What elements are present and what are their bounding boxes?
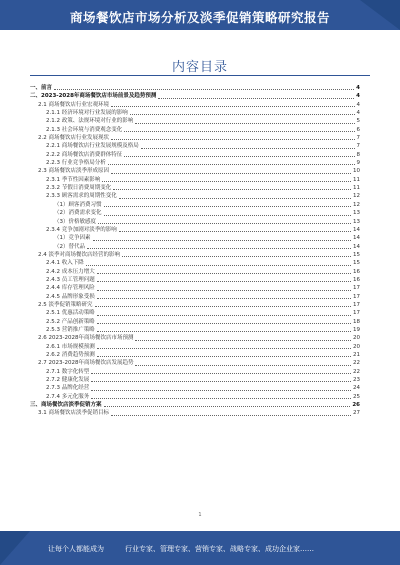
toc-entry[interactable] — [30, 401, 360, 409]
toc-entry[interactable] — [30, 268, 360, 276]
toc-entry[interactable] — [30, 409, 360, 417]
toc-leader-dots — [54, 89, 354, 90]
toc-entry-label: 2.6.2 消费趋势预测 — [46, 352, 95, 358]
toc-entry-page: 17 — [353, 310, 360, 317]
toc-entry[interactable] — [30, 243, 360, 251]
toc-entry-label: （2）消费需求变化 — [54, 210, 102, 217]
toc-entry-label: 2.5.1 优惠活动策略 — [46, 310, 95, 317]
toc-leader-dots — [95, 306, 352, 307]
toc-leader-dots — [98, 223, 351, 224]
footer-tagline: 行业专家、管理专家、营销专家、战略专家、成功企业家…… — [125, 545, 314, 553]
toc-entry-label: （1）顾客消费习惯 — [54, 201, 102, 208]
toc-entry-page: 16 — [353, 268, 360, 275]
toc-leader-dots — [97, 290, 351, 291]
toc-entry-label: 2.1.2 政策、法规环境对行业的影响 — [46, 118, 134, 125]
toc-entry-page: 14 — [353, 235, 360, 242]
toc-entry-label: 2.7.1 数字化转型 — [46, 368, 90, 375]
toc-leader-dots — [91, 373, 351, 374]
toc-entry[interactable] — [30, 218, 360, 226]
toc-entry-page: 4 — [356, 110, 360, 117]
toc-entry[interactable] — [30, 117, 360, 125]
toc-entry-label: 2.1 商场餐饮店行业宏观环境 — [38, 101, 109, 108]
toc-leader-dots — [104, 206, 352, 207]
toc-entry-page: 16 — [353, 276, 360, 283]
toc-entry-page: 12 — [353, 201, 360, 208]
toc-entry[interactable] — [30, 151, 360, 159]
toc-entry[interactable] — [30, 368, 360, 376]
toc-entry[interactable] — [30, 159, 360, 167]
toc-entry-page: 9 — [356, 160, 360, 167]
toc-leader-dots — [97, 331, 351, 332]
toc-entry-label: （3）价格敏感度 — [54, 218, 96, 225]
toc-entry[interactable] — [30, 259, 360, 267]
toc-leader-dots — [104, 406, 351, 407]
table-of-contents — [30, 84, 360, 418]
toc-entry[interactable] — [30, 251, 360, 259]
report-title: 商场餐饮店市场分析及淡季促销策略研究报告 — [69, 10, 330, 25]
toc-leader-dots — [135, 365, 351, 366]
toc-leader-dots — [122, 256, 351, 257]
toc-entry[interactable] — [30, 92, 360, 100]
toc-entry-page: 4 — [356, 93, 360, 100]
toc-entry-label: 2.3.2 节假日消费周期变化 — [46, 185, 112, 192]
toc-entry[interactable] — [30, 326, 360, 334]
toc-leader-dots — [86, 265, 351, 266]
toc-entry-label: 3.1 商场餐饮店淡季促销目标 — [38, 410, 109, 417]
toc-leader-dots — [135, 123, 354, 124]
toc-leader-dots — [102, 181, 351, 182]
footer-slogan: 让每个人都能成为 — [48, 545, 104, 553]
toc-entry-page: 20 — [353, 343, 360, 350]
toc-entry[interactable] — [30, 126, 360, 134]
toc-entry-page: 18 — [353, 318, 360, 325]
toc-entry-label: 2.5.2 产品创新策略 — [46, 318, 95, 325]
toc-entry[interactable] — [30, 343, 360, 351]
toc-entry-page: 5 — [356, 118, 360, 125]
toc-entry-page: 11 — [353, 176, 360, 183]
toc-leader-dots — [141, 148, 355, 149]
toc-entry[interactable] — [30, 176, 360, 184]
toc-entry-page: 26 — [352, 402, 360, 409]
toc-entry-label: 2.1.3 社会环境与消费观念变化 — [46, 126, 123, 133]
toc-entry-label: 2.3 商场餐饮店淡季形成原因 — [38, 168, 109, 175]
toc-leader-dots — [113, 189, 351, 190]
toc-entry-label: 2.7.2 健康化发展 — [46, 377, 90, 384]
toc-entry-page: 4 — [356, 101, 360, 108]
toc-entry-label: 2.4 淡季对商场餐饮店经营的影响 — [38, 251, 120, 258]
toc-entry[interactable] — [30, 384, 360, 392]
toc-entry-label: 2.2.3 行业竞争格局分析 — [46, 160, 106, 167]
toc-leader-dots — [124, 131, 354, 132]
toc-entry-page: 21 — [353, 352, 360, 358]
toc-entry-label: （1）竞争因素 — [54, 235, 91, 242]
footer-banner — [0, 531, 400, 565]
toc-entry-page: 14 — [353, 243, 360, 250]
toc-entry-label: 2.7.3 品牌化经营 — [46, 385, 90, 392]
toc-leader-dots — [91, 390, 351, 391]
toc-entry-label: 2.7 2023-2028年商场餐饮店发展趋势 — [38, 360, 134, 367]
toc-entry[interactable] — [30, 276, 360, 284]
toc-entry[interactable] — [30, 284, 360, 292]
header-banner — [0, 0, 400, 30]
toc-leader-dots — [130, 114, 355, 115]
toc-entry[interactable] — [30, 226, 360, 234]
toc-entry-label: 2.3.1 季节性因素影响 — [46, 176, 101, 183]
toc-entry-page: 17 — [353, 293, 360, 300]
toc-leader-dots — [97, 348, 351, 349]
toc-entry-page: 11 — [353, 185, 360, 192]
toc-entry[interactable] — [30, 192, 360, 200]
toc-entry[interactable] — [30, 134, 360, 142]
toc-leader-dots — [93, 240, 352, 241]
toc-leader-dots — [91, 398, 351, 399]
toc-entry[interactable] — [30, 142, 360, 150]
toc-leader-dots — [111, 106, 355, 107]
toc-entry-label: 2.2 商场餐饮店行业发展现状 — [38, 135, 109, 142]
toc-entry-label: 一、前言 — [30, 85, 53, 91]
toc-leader-dots — [158, 98, 354, 99]
toc-entry[interactable] — [30, 234, 360, 242]
toc-leader-dots — [124, 156, 354, 157]
toc-entry[interactable] — [30, 101, 360, 109]
toc-entry-page: 27 — [353, 410, 360, 417]
toc-entry-label: 2.4.5 品牌形象受损 — [46, 293, 95, 300]
toc-entry-label: 2.2.1 商场餐饮店行业发展规模及格局 — [46, 143, 139, 150]
toc-entry-page: 15 — [353, 251, 360, 258]
toc-entry[interactable] — [30, 309, 360, 317]
toc-entry-page: 7 — [356, 143, 360, 150]
toc-entry-label: 2.4.2 成本压力增大 — [46, 268, 95, 275]
toc-leader-dots — [119, 198, 351, 199]
toc-leader-dots — [91, 381, 351, 382]
toc-leader-dots — [119, 231, 351, 232]
toc-leader-dots — [97, 323, 351, 324]
toc-entry-label: 2.4.1 收入下降 — [46, 260, 84, 267]
toc-entry[interactable] — [30, 301, 360, 309]
toc-leader-dots — [135, 340, 351, 341]
toc-entry-page: 6 — [356, 126, 360, 133]
toc-entry[interactable] — [30, 209, 360, 217]
toc-entry-page: 13 — [353, 218, 360, 225]
toc-entry-page: 10 — [353, 168, 360, 175]
toc-leader-dots — [97, 356, 351, 357]
toc-leader-dots — [97, 298, 351, 299]
toc-entry[interactable] — [30, 359, 360, 367]
toc-entry-page: 4 — [356, 85, 360, 91]
toc-entry[interactable] — [30, 376, 360, 384]
toc-entry[interactable] — [30, 318, 360, 326]
toc-entry-page: 7 — [356, 135, 360, 142]
toc-entry-page: 22 — [353, 360, 360, 367]
toc-entry-page: 13 — [353, 210, 360, 217]
toc-entry-page: 17 — [353, 285, 360, 292]
toc-entry-label: 2.7.4 多元化服务 — [46, 393, 90, 400]
toc-entry-label: 2.3.4 竞争加剧对淡季的影响 — [46, 226, 117, 233]
toc-entry-page: 24 — [353, 385, 360, 392]
toc-entry-label: 二、2023-2028年商场餐饮店市场前景及趋势预测 — [30, 93, 157, 100]
toc-entry-label: 2.1.1 经济环境对行业发展的影响 — [46, 110, 128, 117]
toc-entry-label: 2.4.4 库存管理风险 — [46, 285, 95, 292]
toc-entry-page: 14 — [353, 226, 360, 233]
toc-entry[interactable] — [30, 351, 360, 359]
toc-entry-page: 12 — [353, 193, 360, 200]
toc-leader-dots — [104, 215, 352, 216]
toc-leader-dots — [111, 139, 355, 140]
toc-entry-page: 22 — [353, 368, 360, 375]
toc-leader-dots — [97, 273, 351, 274]
toc-entry[interactable] — [30, 334, 360, 342]
toc-entry[interactable] — [30, 84, 360, 92]
toc-leader-dots — [97, 315, 351, 316]
toc-entry-page: 20 — [353, 335, 360, 342]
toc-leader-dots — [108, 164, 355, 165]
toc-entry[interactable] — [30, 201, 360, 209]
toc-divider — [30, 75, 370, 76]
toc-heading: 内容目录 — [171, 60, 228, 75]
toc-entry-label: 2.3.3 顾客需求的周期性变化 — [46, 193, 117, 200]
toc-entry-page: 15 — [353, 260, 360, 267]
toc-entry[interactable] — [30, 184, 360, 192]
toc-entry-page: 23 — [353, 377, 360, 384]
toc-entry[interactable] — [30, 167, 360, 175]
toc-leader-dots — [87, 248, 351, 249]
toc-entry-label: 2.6.1 市场规模预测 — [46, 343, 95, 350]
toc-entry[interactable] — [30, 109, 360, 117]
toc-entry-label: 2.6 2023-2028年商场餐饮店市场预测 — [38, 335, 134, 342]
toc-entry-page: 19 — [353, 326, 360, 333]
toc-entry[interactable] — [30, 293, 360, 301]
toc-leader-dots — [111, 415, 351, 416]
toc-entry-page: 8 — [356, 151, 360, 158]
toc-leader-dots — [111, 173, 351, 174]
toc-entry-label: 2.5.3 营销推广策略 — [46, 326, 95, 333]
page-number: 1 — [198, 512, 202, 518]
toc-entry[interactable] — [30, 393, 360, 401]
toc-entry-label: 2.4.3 员工管理问题 — [46, 276, 95, 283]
toc-entry-label: 2.2.2 商场餐饮店消费群体特征 — [46, 151, 123, 158]
toc-entry-label: 2.5 淡季促销策略研究 — [38, 301, 93, 308]
toc-entry-label: （2）替代品 — [54, 243, 85, 250]
toc-entry-page: 17 — [353, 301, 360, 308]
toc-entry-label: 三、商场餐饮店淡季促销方案 — [30, 402, 102, 409]
toc-leader-dots — [97, 281, 351, 282]
toc-entry-page: 25 — [353, 393, 360, 400]
